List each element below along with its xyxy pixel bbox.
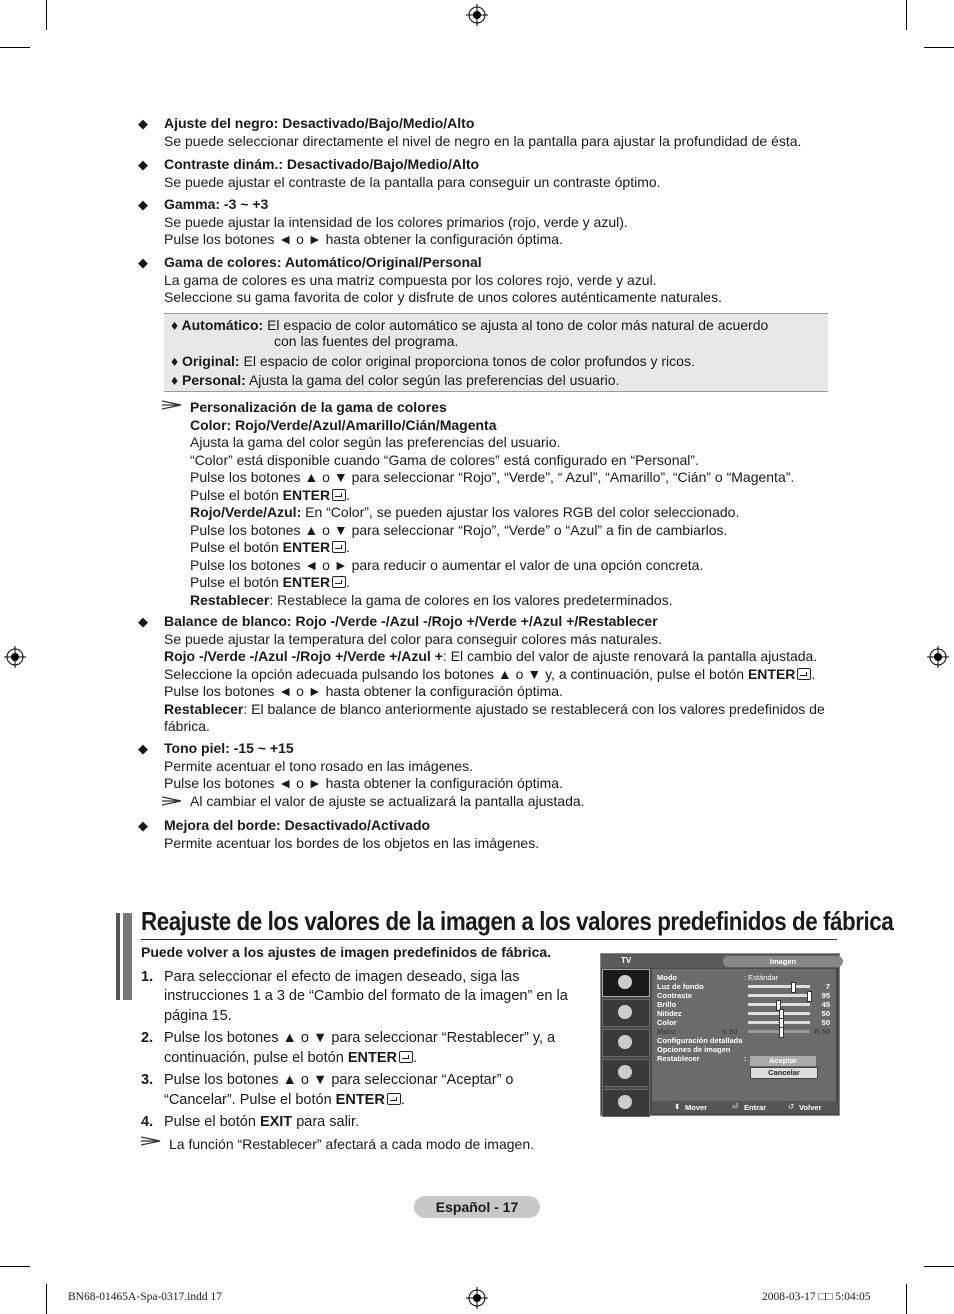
enter-icon (332, 489, 346, 501)
footer-date: 2008-03-17 □□ 5:04:05 (762, 1291, 871, 1303)
tv-menu-title: Imagen (723, 956, 843, 967)
rgb-text: En “Color”, se pueden ajustar los valores RGB del color seleccionado. (301, 504, 740, 520)
heading-bar (116, 913, 120, 1000)
step-text: Pulse los botones ▲ o ▼ para seleccionar “Aceptar” o “Cancelar”. Pulse el botón ENTER . (164, 1072, 514, 1108)
section-text (164, 648, 840, 666)
crop-mark (924, 1266, 954, 1267)
menu-row-sharpness: Nitidez (657, 1009, 682, 1018)
menu-value: 7 (825, 982, 830, 991)
enter-icon (399, 1051, 413, 1063)
section-heading: Contraste dinám.: Desactivado/Bajo/Medio/Alto (164, 156, 480, 172)
section-custom-color (190, 399, 840, 609)
channel-menu-icon (602, 1029, 650, 1057)
enter-small-label: Entrar (744, 1103, 767, 1112)
section-text (164, 701, 840, 719)
crop-mark (906, 0, 907, 30)
custom-text: Pulse los botones ▲ o ▼ para seleccionar “Rojo”, “Verde” o “Azul” a fin de cambiarlos. (190, 521, 728, 538)
note-arrow-icon (141, 1136, 161, 1146)
step-3 (141, 1071, 586, 1110)
tv-bottom-bar (652, 1101, 838, 1113)
crop-mark (0, 47, 30, 48)
section-heading: Balance de blanco: Rojo -/Verde -/Azul -/Rojo +/Verde +/Azul +/Restablecer (164, 613, 658, 629)
enter-label: ENTER (335, 1091, 385, 1108)
custom-text (190, 592, 840, 610)
note-arrow-icon (162, 796, 182, 806)
menu-value: 50 (821, 1009, 830, 1018)
step-4 (141, 1113, 586, 1133)
section-text: Permite acentuar el tono rosado en las imágenes. (164, 757, 473, 774)
slider-knob (807, 991, 812, 1002)
gamut-auto (171, 317, 768, 334)
step-number: 3. (141, 1072, 154, 1088)
step-1 (141, 968, 586, 1027)
slider-tint (748, 1030, 810, 1033)
accept-button[interactable]: Aceptar (750, 1056, 816, 1066)
custom-text: Ajusta la gama del color según las preferencias del usuario. (190, 434, 561, 450)
section-text: Seleccione su gama favorita de color y disfrute de unos colores auténticamente naturales. (164, 289, 722, 305)
menu-value: 95 (821, 991, 830, 1000)
page-title: Reajuste de los valores de la imagen a los valores predefinidos de fábrica (141, 906, 894, 936)
return-label: Volver (799, 1103, 822, 1112)
wb-label: Rojo -/Verde -/Azul -/Rojo +/Verde +/Azul + (164, 648, 443, 664)
slider-brightness (748, 1003, 810, 1006)
picture-menu-icon (602, 969, 650, 997)
registration-mark-icon (466, 1287, 488, 1309)
diamond-bullet-icon: ◆ (138, 116, 148, 131)
wb-reset-text: : El balance de blanco anteriormente ajustado se restablecerá con los valores predefinidos de (243, 700, 825, 717)
step-2 (141, 1029, 586, 1068)
enter-label: ENTER (747, 665, 796, 682)
tv-side-menu (602, 969, 650, 1107)
enter-label: ENTER (282, 574, 331, 590)
registration-mark-icon (466, 4, 488, 26)
custom-text: Pulse el botón ENTER . (190, 486, 350, 503)
registration-mark-icon (927, 646, 949, 668)
section-text: Seleccione la opción adecuada pulsando los botones ▲ o ▼ y, a continuación, pulse el botón ENTER . (164, 665, 816, 682)
section-heading: Gamma: -3 ~ +3 (164, 196, 269, 212)
reset-note: La función “Restablecer” afectará a cada modo de imagen. (169, 1135, 534, 1152)
custom-text: Pulse el botón ENTER . (190, 539, 350, 555)
slider-color (748, 1021, 810, 1024)
custom-text: Pulse los botones ◄ o ► para reducir o aumentar el valor de una opción concreta. (190, 556, 704, 573)
step-text (164, 1113, 586, 1133)
diamond-bullet-icon: ◆ (138, 741, 148, 756)
section-white-balance (140, 613, 840, 736)
custom-heading: Personalización de la gama de colores (190, 399, 447, 415)
footer-file: BN68-01465A-Spa-0317.indd 17 (68, 1291, 222, 1303)
move-label: Mover (685, 1103, 708, 1112)
section-text: Se puede ajustar la temperatura del color para conseguir colores más naturales. (164, 630, 663, 647)
gamut-personal (171, 372, 619, 389)
section-text: Permite acentuar los bordes de los objetos en las imágenes. (164, 834, 540, 851)
section-color-gamut (140, 254, 840, 307)
custom-text: Pulse los botones ▲ o ▼ para seleccionar “Rojo”, “Verde”, “ Azul”, “Amarillo”, “Cián” o “Magenta”. (190, 469, 795, 485)
section-heading: Tono piel: -15 ~ +15 (164, 740, 294, 756)
menu-row-contrast: Contraste (657, 991, 693, 1000)
menu-row-backlight: Luz de fondo (657, 982, 704, 991)
section-heading: Mejora del borde: Desactivado/Activado (164, 817, 431, 833)
step-4-text-end: para salir. (292, 1114, 360, 1130)
enter-small-icon: ⏎ (732, 1102, 739, 1111)
page-number: Español - 17 (414, 1196, 540, 1218)
step-3-text: Pulse los botones ▲ o ▼ para seleccionar “Aceptar” o “Cancelar”. Pulse el botón (164, 1072, 514, 1108)
section-text: Pulse los botones ◄ o ► hasta obtener la configuración óptima. (164, 231, 563, 247)
menu-row-color: Color (657, 1018, 677, 1027)
section-edge (140, 817, 840, 852)
section-text: Pulse los botones ◄ o ► hasta obtener la configuración óptima. (164, 775, 563, 791)
step-text: Pulse los botones ▲ o ▼ para seleccionar “Restablecer” y, a continuación, pulse el botón ENTER . (164, 1030, 556, 1066)
reset-intro: Puede volver a los ajustes de imagen predefinidos de fábrica. (141, 944, 552, 960)
menu-row-brightness: Brillo (657, 1000, 677, 1009)
slider-sharpness (748, 1012, 810, 1015)
move-icon: ⬍ (674, 1102, 681, 1111)
menu-tint-left: V 50 (722, 1027, 738, 1036)
gamut-original-text: El espacio de color original proporciona tonos de color profundos y ricos. (239, 353, 695, 369)
crop-mark (924, 47, 954, 48)
menu-row-mode: Modo (657, 973, 677, 982)
enter-icon (797, 668, 811, 680)
custom-text: Pulse el botón ENTER . (190, 574, 350, 590)
tv-menu-panel (652, 969, 836, 1102)
custom-text: “Color” está disponible cuando “Gama de colores” está configurado en “Personal”. (190, 451, 699, 468)
crop-mark (46, 0, 47, 30)
wb-text: : El cambio del valor de ajuste renovará la pantalla ajustada. (442, 648, 818, 664)
enter-label: ENTER (347, 1049, 397, 1066)
wb-reset-label: Restablecer (164, 700, 244, 717)
diamond-bullet-icon: ◆ (138, 818, 148, 833)
section-gamma (140, 196, 840, 249)
diamond-bullet-icon: ◆ (138, 197, 148, 212)
sound-menu-icon (602, 999, 650, 1027)
menu-tint-right: R 50 (814, 1027, 830, 1036)
enter-label: ENTER (282, 539, 331, 555)
menu-value: 50 (821, 1018, 830, 1027)
slider-knob (791, 982, 796, 993)
note-arrow-icon (162, 400, 182, 410)
rgb-label: Rojo/Verde/Azul: (190, 504, 302, 520)
crop-mark (46, 1284, 47, 1314)
tv-label: TV (621, 956, 632, 965)
menu-row-reset-colon: : (744, 1054, 747, 1063)
slider-knob (779, 1027, 784, 1038)
gamut-original (171, 353, 695, 370)
custom-text (190, 504, 840, 522)
slider-contrast (748, 994, 810, 997)
menu-row-options: Opciones de imagen (657, 1045, 731, 1054)
diamond-bullet-icon: ◆ (138, 157, 148, 172)
section-heading: Ajuste del negro: Desactivado/Bajo/Medio/Alto (164, 115, 475, 131)
enter-icon (332, 576, 346, 588)
heading-rule (141, 939, 837, 940)
section-text: Se puede ajustar la intensidad de los colores primarios (rojo, verde y azul). (164, 213, 628, 230)
setup-menu-icon (602, 1059, 650, 1087)
wb-select-text: Seleccione la opción adecuada pulsando los botones ▲ o ▼ y, a continuación, pulse el botón (164, 665, 748, 682)
reset-steps (141, 943, 586, 1154)
cancel-button[interactable]: Cancelar (750, 1067, 818, 1079)
registration-mark-icon (4, 646, 26, 668)
step-2-text: Pulse los botones ▲ o ▼ para seleccionar “Restablecer” y, a continuación, pulse el botón (164, 1030, 556, 1066)
gamut-personal-text: Ajusta la gama del color según las preferencias del usuario. (245, 372, 620, 388)
input-menu-icon (602, 1089, 650, 1117)
gamut-original-label: ♦ Original: (171, 353, 240, 369)
gamut-auto-text-2: con las fuentes del programa. (274, 333, 459, 349)
gamut-options-box (164, 313, 828, 392)
section-heading: Gama de colores: Automático/Original/Personal (164, 254, 482, 270)
step-4-text: Pulse el botón (164, 1114, 260, 1130)
menu-row-tint: Matiz (657, 1027, 676, 1036)
section-dynamic-contrast (140, 156, 840, 191)
exit-label: EXIT (259, 1114, 293, 1130)
section-text: Se puede ajustar el contraste de la pantalla para conseguir un contraste óptimo. (164, 173, 661, 190)
gamut-personal-label: ♦ Personal: (171, 372, 246, 388)
press-enter-text: Pulse el botón (190, 486, 283, 503)
step-number: 1. (141, 968, 154, 985)
gamut-auto-label: ♦ Automático: (171, 317, 264, 333)
step-text: Para seleccionar el efecto de imagen deseado, siga las instrucciones 1 a 3 de “Cambio del formato de la imagen” en la página 15. (164, 968, 568, 1024)
diamond-bullet-icon: ◆ (138, 614, 148, 629)
section-skin-tone (140, 740, 840, 810)
section-text: Pulse los botones ◄ o ► hasta obtener la configuración óptima. (164, 683, 563, 699)
step-number: 4. (141, 1114, 154, 1130)
return-icon: ↺ (788, 1102, 795, 1111)
menu-value: 45 (821, 1000, 830, 1009)
gamut-auto-text: El espacio de color automático se ajusta al tono de color más natural de acuerdo (263, 317, 769, 333)
diamond-bullet-icon: ◆ (138, 255, 148, 270)
crop-mark (906, 1284, 907, 1314)
step-number: 2. (141, 1030, 154, 1046)
menu-row-reset: Restablecer (657, 1054, 700, 1063)
note-text: Al cambiar el valor de ajuste se actualizará la pantalla ajustada. (190, 792, 585, 809)
press-enter-text: Pulse el botón (190, 574, 283, 590)
reset-label: Restablecer (190, 591, 270, 608)
section-black-adjust (140, 115, 840, 150)
reset-text: : Restablece la gama de colores en los valores predeterminados. (269, 591, 673, 608)
menu-row-mode-value: : Estándar (744, 973, 779, 982)
enter-icon (332, 541, 346, 553)
tv-menu-screenshot (600, 953, 840, 1116)
slider-backlight (748, 985, 810, 988)
section-text: La gama de colores es una matriz compuesta por los colores rojo, verde y azul. (164, 271, 657, 288)
custom-subheading: Color: Rojo/Verde/Azul/Amarillo/Cián/Magenta (190, 416, 497, 433)
menu-row-detailed: Configuración detallada (657, 1036, 743, 1045)
crop-mark (0, 1266, 30, 1267)
section-text: Se puede seleccionar directamente el nivel de negro en la pantalla para ajustar la profundidad de ésta. (164, 132, 802, 149)
enter-icon (387, 1093, 401, 1105)
press-enter-text: Pulse el botón (190, 539, 283, 555)
enter-label: ENTER (282, 486, 331, 503)
section-text: fábrica. (164, 718, 210, 734)
heading-bar (123, 913, 132, 1000)
